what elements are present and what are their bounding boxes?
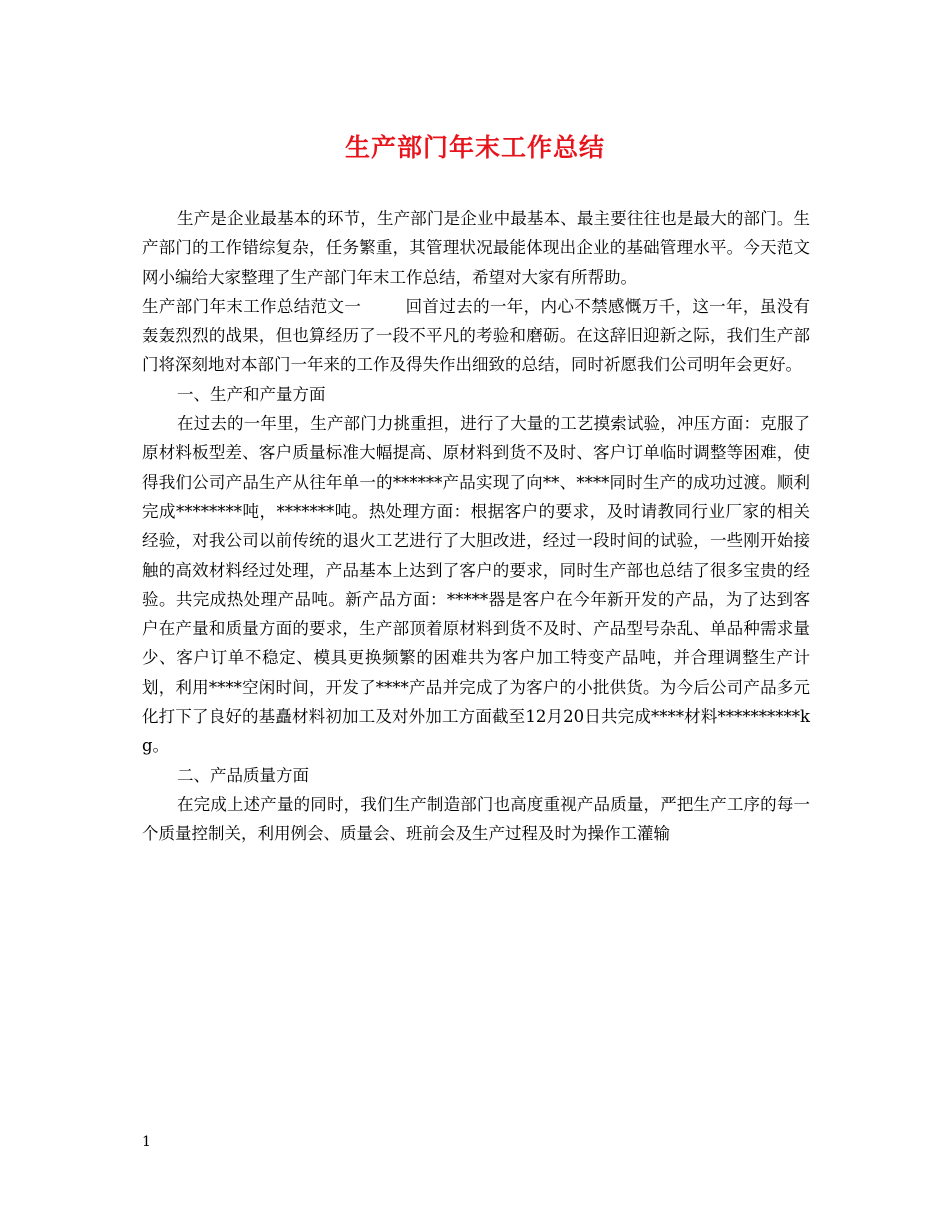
document-title: 生产部门年末工作总结 [344,133,605,162]
sample-label: 生产部门年末工作总结范文一 [142,296,362,316]
sample-opening: 回首过去的一年，内心不禁感慨万千，这一年，虽没有轰轰烈烈的战果，但也算经历了一段不平凡的考验和磨砺。在这辞旧迎新之际，我们生产部门将深刻地对本部门一年来的工作及得失作出细致的总结，同时祈愿我们公司明年会更好。 [142,296,811,375]
section-2-heading: 二、产品质量方面 [177,765,309,785]
section-1-heading: 一、生产和产量方面 [177,384,326,404]
document-body [142,204,810,849]
sample-paragraph [142,292,810,380]
intro-paragraph: 生产是企业最基本的环节，生产部门是企业中最基本、最主要往往也是最大的部门。生产部门的工作错综复杂，任务繁重，其管理状况最能体现出企业的基础管理水平。今天范文网小编给大家整理了生产部门年末工作总结，希望对大家有所帮助。 [142,209,810,287]
section-1-body: 在过去的一年里，生产部门力挑重担，进行了大量的工艺摸索试验，冲压方面：克服了原材料板型差、客户质量标准大幅提高、原材料到货不及时、客户订单临时调整等困难，使得我们公司产品生产从往年单一的******产品实现了向**、****同时生产的成功过渡。顺利完成********吨，*******吨。热处理方面：根据客户的要求，及时请教同行业厂家的相关经验，对我公司以前传统的退火工艺进行了大胆改进，经过一段时间的试验，一些刚开始接触的高效材料经过处理，产品基本上达到了客户的要求，同时生产部也总结了很多宝贵的经验。共完成热处理产品吨。新产品方面：*****器是客户在今年新开发的产品，为了达到客户在产量和质量方面的要求，生产部顶着原材料到货不及时、产品型号杂乱、单品种需求量少、客户订单不稳定、模具更换频繁的困难共为客户加工特变产品吨，并合理调整生产计划，利用****空闲时间，开发了****产品并完成了为客户的小批供货。为今后公司产品多元化打下了良好的基矗材料初加工及对外加工方面截至12月20日共完成****材料**********kg。 [142,414,810,756]
page-number: 1 [142,1134,151,1150]
section-2-body: 在完成上述产量的同时，我们生产制造部门也高度重视产品质量，严把生产工序的每一个质量控制关，利用例会、质量会、班前会及生产过程及时为操作工灌输 [142,794,810,844]
